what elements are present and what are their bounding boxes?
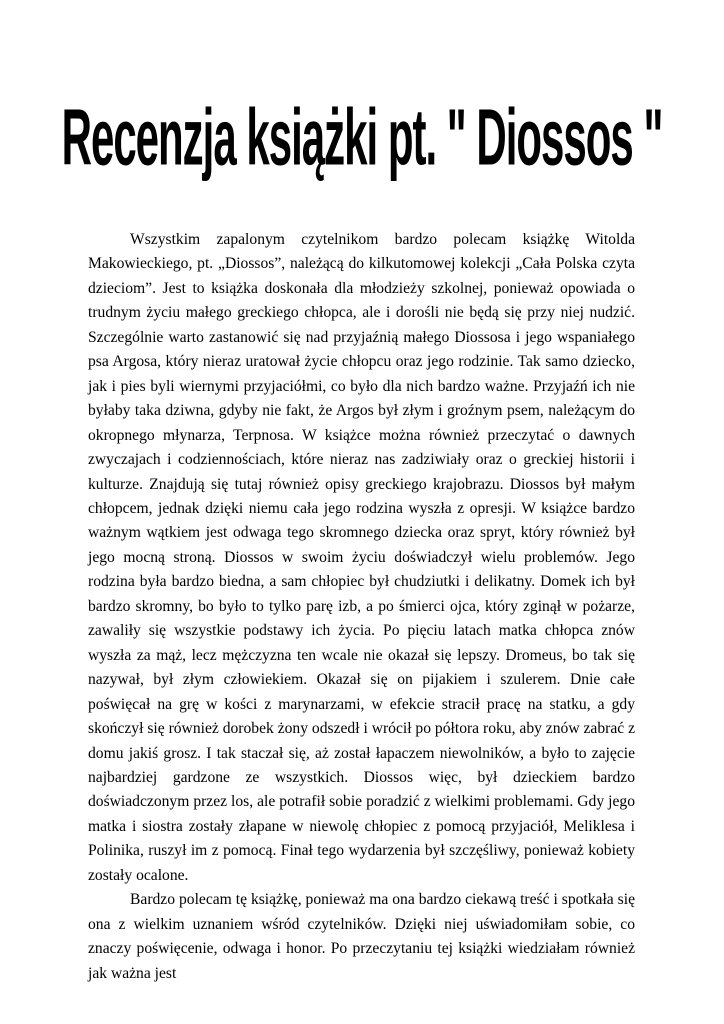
- document-title: Recenzja książki pt. " Diossos ": [61, 92, 663, 182]
- document-body: [88, 228, 635, 986]
- paragraph: Bardzo polecam tę książkę, ponieważ ma ona bardzo ciekawą treść i spotkała się ona z wielkim uznaniem wśród czytelników. Dzięki niej uświadomiłam sobie, co znaczy poświęcenie, odwaga i honor. Po przeczytaniu tej książki wiedziałam również jak ważna jest: [88, 891, 635, 982]
- paragraph: Wszystkim zapalonym czytelnikom bardzo polecam książkę Witolda Makowieckiego, pt. „Diossos”, należącą do kilkutomowej kolekcji „Cała Polska czyta dzieciom”. Jest to książka doskonała dla młodzieży szkolnej, ponieważ opowiada o trudnym życiu małego greckiego chłopca, ale i dorośli nie będą się przy niej nudzić. Szczególnie warto zastanowić się nad przyjaźnią małego Diossosa i jego wspaniałego psa Argosa, który nieraz uratował życie chłopcu oraz jego rodzinie. Tak samo dziecko, jak i pies byli wiernymi przyjaciółmi, co było dla nich bardzo ważne. Przyjaźń ich nie byłaby taka dziwna, gdyby nie fakt, że Argos był złym i groźnym psem, należącym do okropnego młynarza, Terpnosa. W książce można również przeczytać o dawnych zwyczajach i codziennościach, które nieraz nas zadziwiały oraz o greckiej historii i kulturze. Znajdują się tutaj również opisy greckiego krajobrazu. Diossos był małym chłopcem, jednak dzięki niemu cała jego rodzina wyszła z opresji. W książce bardzo ważnym wątkiem jest odwaga tego skromnego dziecka oraz spryt, który również był jego mocną stroną. Diossos w swoim życiu doświadczył wielu problemów. Jego rodzina była bardzo biedna, a sam chłopiec był chudziutki i delikatny. Domek ich był bardzo skromny, bo było to tylko parę izb, a po śmierci ojca, który zginął w pożarze, zawaliły się wszystkie podstawy ich życia. Po pięciu latach matka chłopca znów wyszła za mąż, lecz mężczyzna ten wcale nie okazał się lepszy. Dromeus, bo tak się nazywał, był złym człowiekiem. Okazał się on pijakiem i szulerem. Dnie całe poświęcał na grę w kości z marynarzami, w efekcie stracił pracę na statku, a gdy skończył się również dorobek żony odszedł i wrócił po półtora roku, aby znów zabrać z domu jakiś grosz. I tak staczał się, aż został łapaczem niewolników, a było to zajęcie najbardziej gardzone ze wszystkich. Diossos więc, był dzieckiem bardzo doświadczonym przez los, ale potrafił sobie poradzić z wielkimi problemami. Gdy jego matka i siostra zostały złapane w niewolę chłopiec z pomocą przyjaciół, Meliklesa i Polinika, ruszył im z pomocą. Finał tego wydarzenia był szczęśliwy, ponieważ kobiety zostały ocalone.: [88, 231, 635, 884]
